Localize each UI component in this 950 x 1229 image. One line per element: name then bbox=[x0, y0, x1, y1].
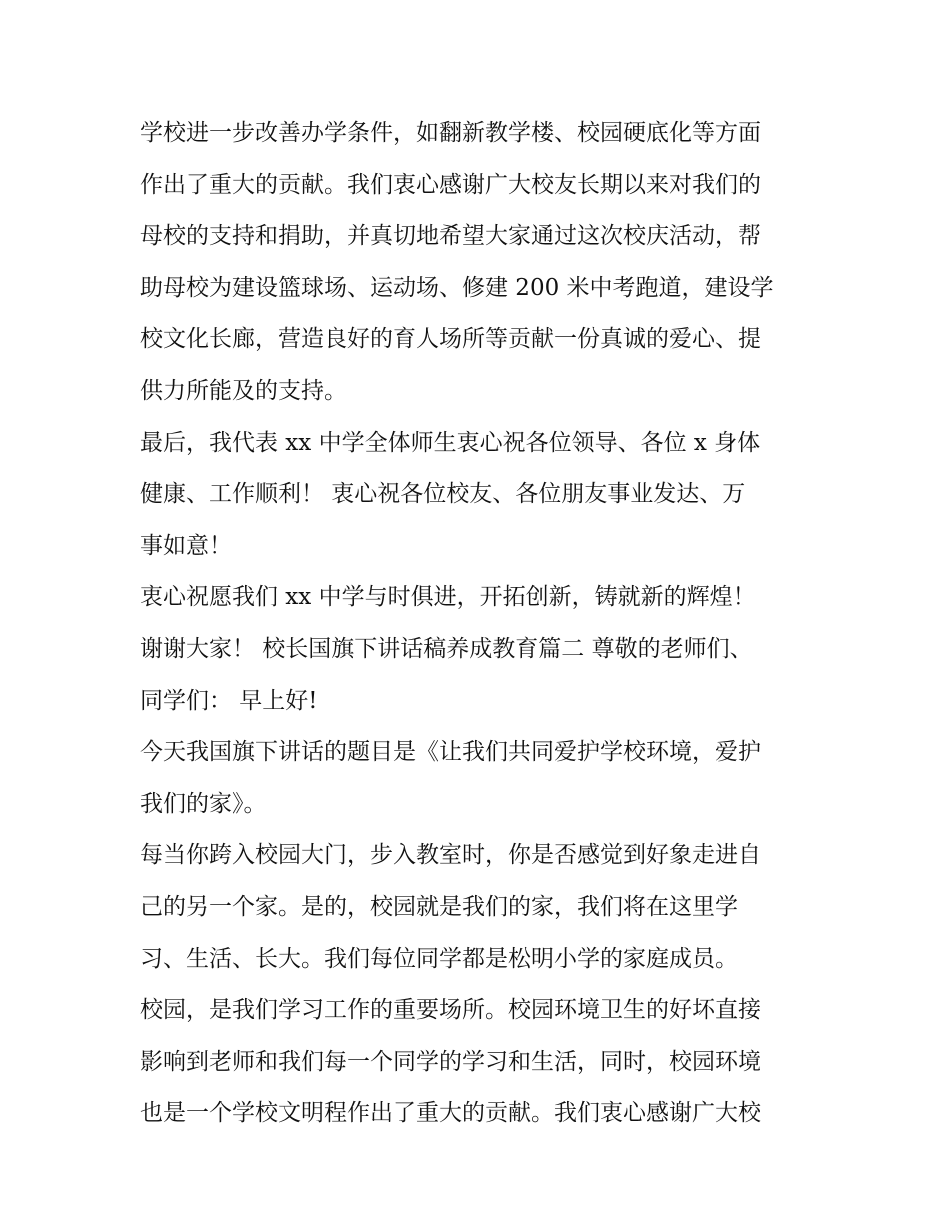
text-line: 每当你跨入校园大门，步入教室时，你是否感觉到好象走进自 bbox=[140, 842, 761, 869]
text-line: 助母校为建设篮球场、运动场、修建 200 米中考跑道，建设学 bbox=[140, 274, 774, 301]
text-line: 谢谢大家！ 校长国旗下讲话稿养成教育篇二 尊敬的老师们、 bbox=[140, 635, 753, 662]
text-line: 同学们： 早上好! bbox=[140, 687, 318, 714]
document-body bbox=[140, 108, 820, 1140]
text-line: 学校进一步改善办学条件，如翻新教学楼、校园硬底化等方面 bbox=[140, 120, 761, 146]
text-line: 也是一个学校文明程作出了重大的贡献。我们衷心感谢广大校 bbox=[140, 1100, 761, 1127]
text-line: 最后，我代表 xx 中学全体师生衷心祝各位领导、各位 x 身体 bbox=[140, 429, 761, 456]
text-line: 校文化长廊，营造良好的育人场所等贡献一份真诚的爱心、提 bbox=[140, 326, 761, 353]
text-line: 作出了重大的贡献。我们衷心感谢广大校友长期以来对我们的 bbox=[140, 171, 761, 198]
text-line: 衷心祝愿我们 xx 中学与时俱进，开拓创新，铸就新的辉煌！ bbox=[140, 584, 756, 611]
text-line: 我们的家》。 bbox=[140, 790, 267, 817]
text-line: 影响到老师和我们每一个同学的学习和生活，同时，校园环境 bbox=[140, 1048, 761, 1075]
text-line: 校园，是我们学习工作的重要场所。校园环境卫生的好坏直接 bbox=[140, 997, 761, 1024]
text-line: 事如意！ bbox=[140, 532, 232, 559]
text-line: 母校的支持和捐助，并真切地希望大家通过这次校庆活动，帮 bbox=[140, 223, 761, 250]
text-line: 己的另一个家。是的，校园就是我们的家，我们将在这里学 bbox=[140, 893, 738, 920]
text-line: 供力所能及的支持。 bbox=[140, 377, 347, 404]
text-line: 习、生活、长大。我们每位同学都是松明小学的家庭成员。 bbox=[140, 945, 738, 972]
text-line: 今天我国旗下讲话的题目是《让我们共同爱护学校环境，爱护 bbox=[140, 739, 761, 766]
text-line: 健康、工作顺利！ 衷心祝各位校友、各位朋友事业发达、万 bbox=[140, 481, 746, 508]
